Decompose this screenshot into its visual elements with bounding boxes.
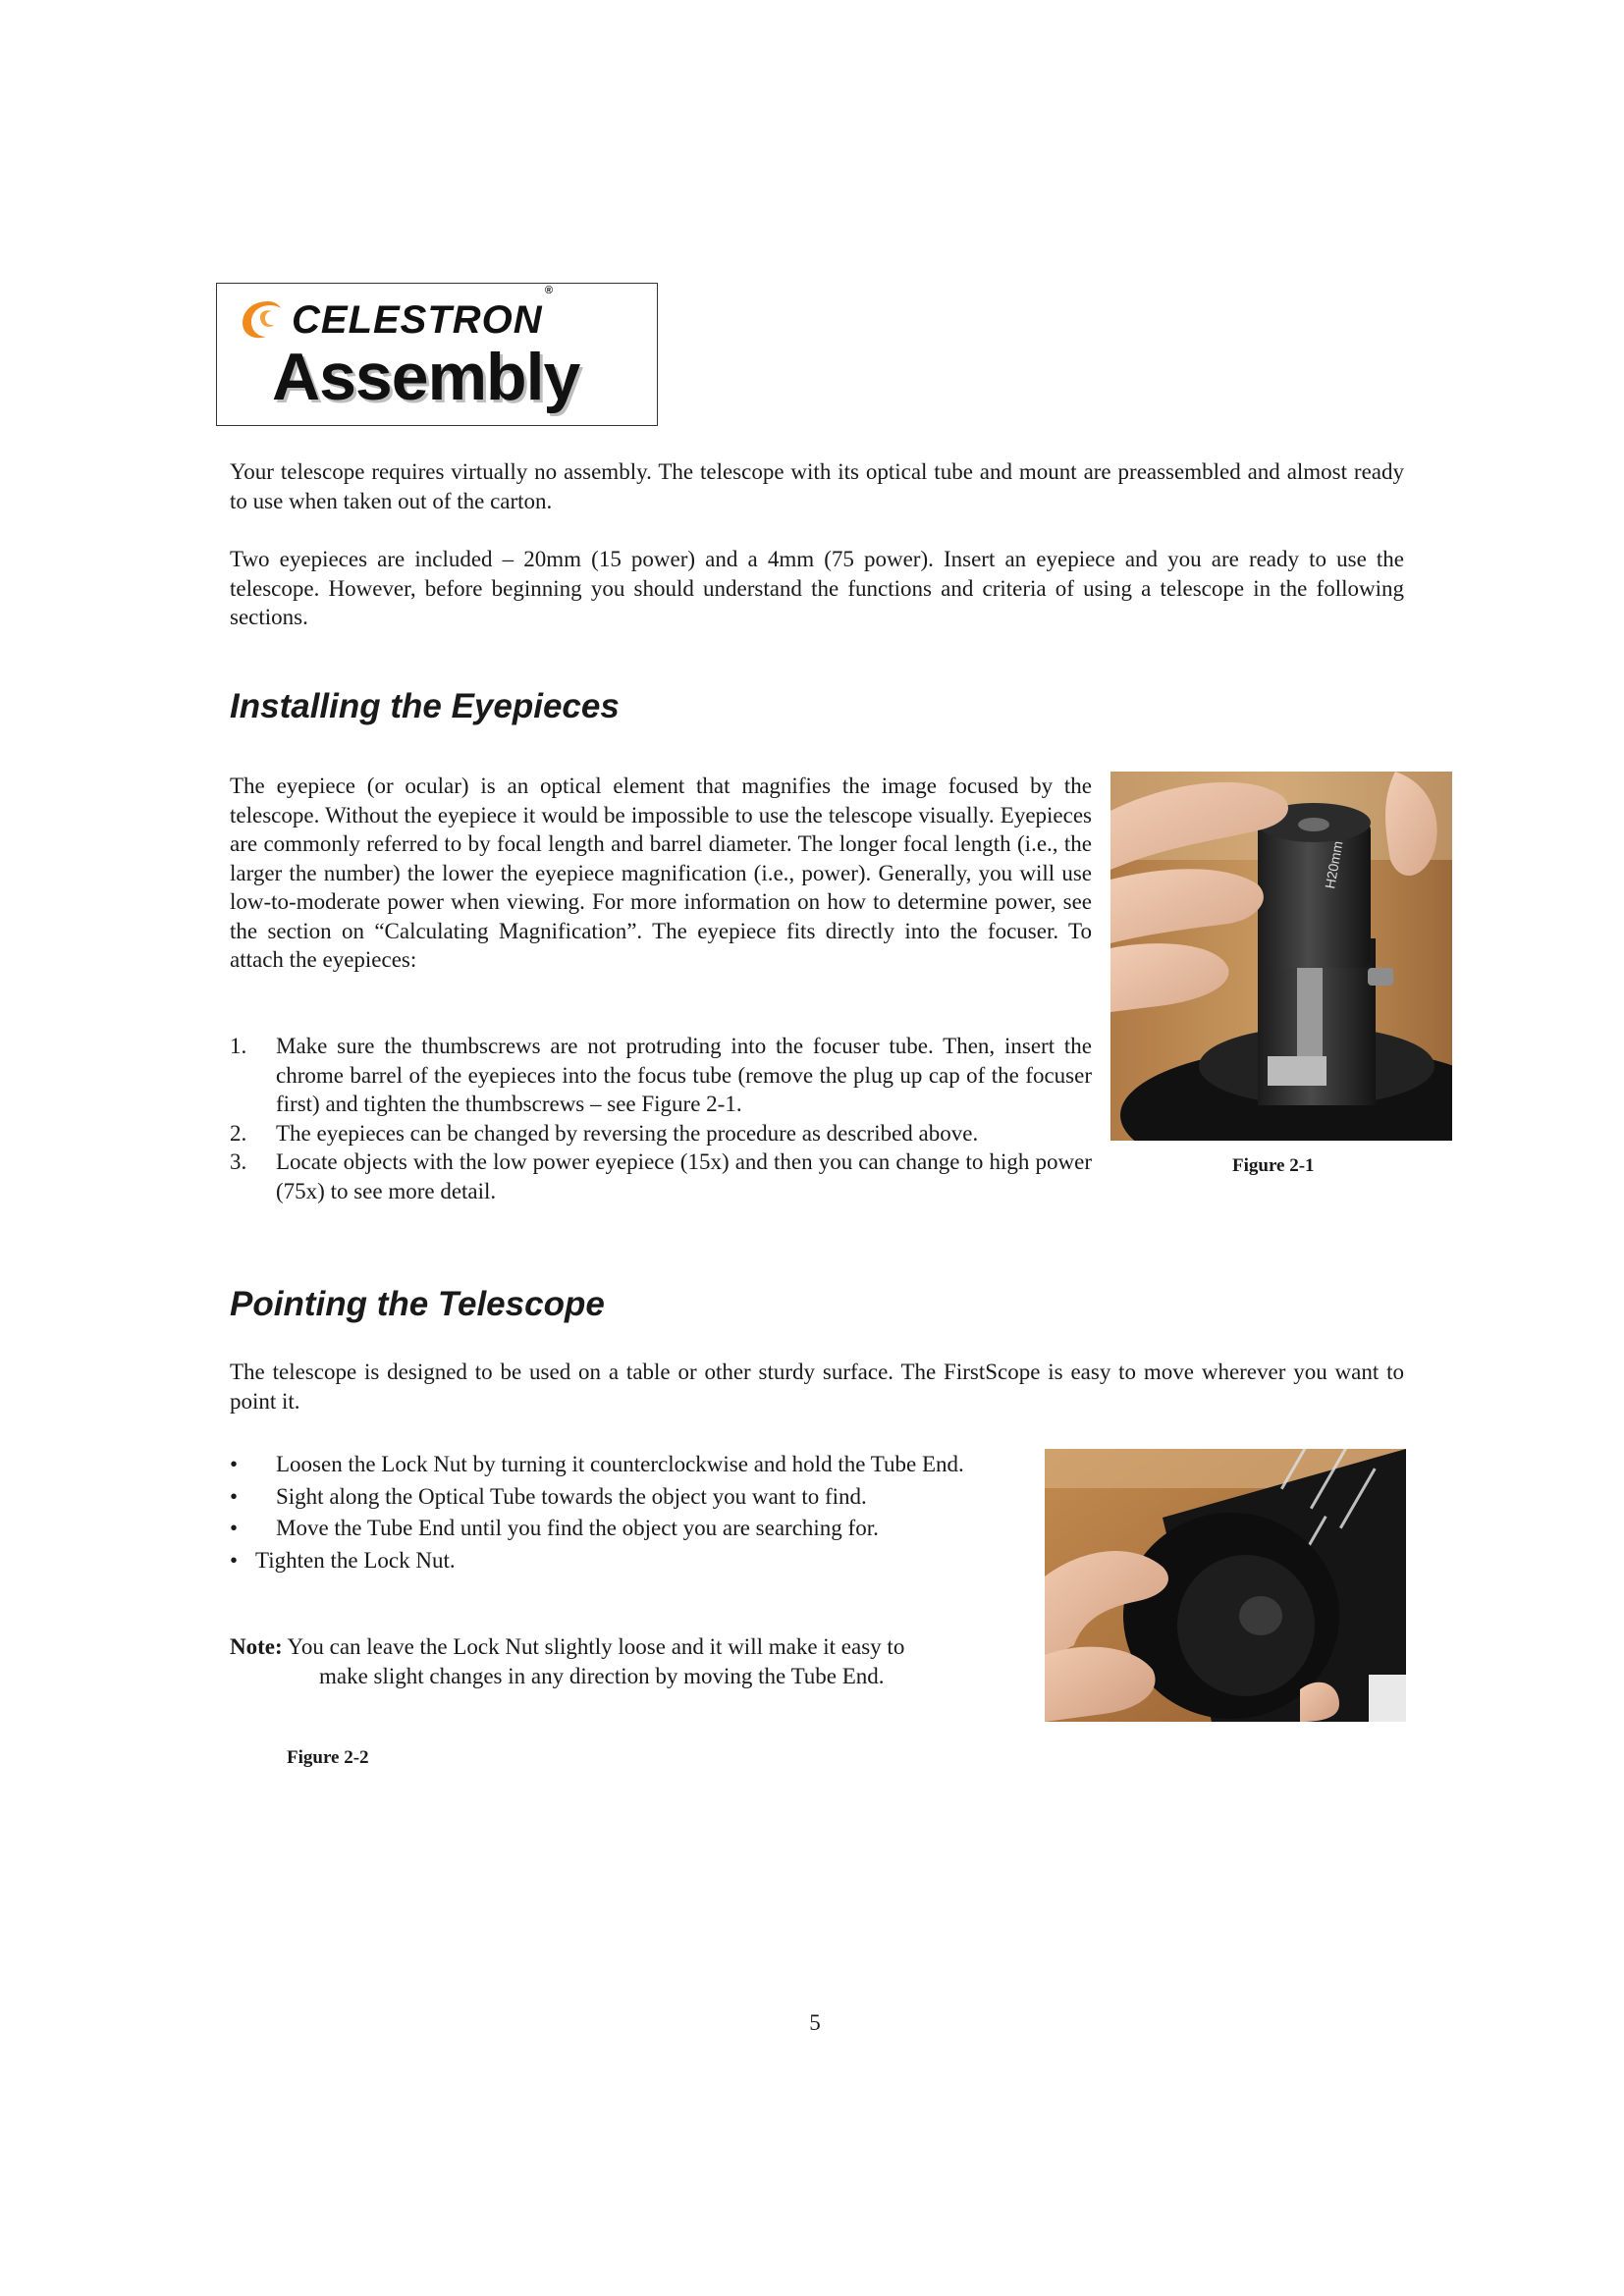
figure-2-2-photo xyxy=(1045,1449,1406,1722)
figure-2-2-caption: Figure 2-2 xyxy=(287,1747,369,1768)
heading-pointing-telescope: Pointing the Telescope xyxy=(230,1285,605,1323)
note-block xyxy=(230,1632,1035,1691)
figure-2-1-caption: Figure 2-1 xyxy=(1232,1155,1315,1176)
celestron-logo-box xyxy=(216,283,658,426)
bullet-item: • Tighten the Lock Nut. xyxy=(230,1547,456,1573)
eyepiece-insertion-illustration xyxy=(1110,772,1452,1141)
figure-2-1-photo xyxy=(1110,772,1452,1141)
note-line-1: You can leave the Lock Nut slightly loose and it will make it easy to xyxy=(287,1634,905,1659)
eyepieces-paragraph: The eyepiece (or ocular) is an optical element that magnifies the image focused by the telescope. Without the eyepiece it would be impossible to use the telescope visually. Eyepieces are commonly referred to by focal length and barrel diameter. The longer focal length (i.e., the larger the number) the lower the eyepiece magnification (i.e., power). Generally, you will use low-to-moderate power when viewing. For more information on how to determine power, see the section on “Calculating Magnification”. The eyepiece fits directly into the focuser. To attach the eyepieces: xyxy=(230,774,1092,972)
note-line-2: make slight changes in any direction by moving the Tube End. xyxy=(319,1664,885,1688)
heading-installing-eyepieces: Installing the Eyepieces xyxy=(230,687,620,725)
note-label: Note: xyxy=(230,1634,283,1659)
bullet-item: • Loosen the Lock Nut by turning it counterclockwise and hold the Tube End. xyxy=(230,1452,964,1476)
intro-paragraph-1: Your telescope requires virtually no assembly. The telescope with its optical tube and mount are preassembled and almost ready to use when taken out of the carton. xyxy=(230,459,1404,513)
eyepiece-steps-list xyxy=(230,1032,1092,1205)
pointing-bullet-list xyxy=(230,1450,1023,1575)
bullet-item: • Sight along the Optical Tube towards the object you want to find. xyxy=(230,1483,867,1509)
brand-row xyxy=(239,284,554,345)
step-item: 2. The eyepieces can be changed by reversing the procedure as described above. xyxy=(230,1120,979,1146)
step-item: 1. Make sure the thumbscrews are not protruding into the focuser tube. Then, insert the chrome barrel of the eyepieces into the focus tube (remove the plug up cap of the focuser first) and tighten the thumbscrews – see Figure 2-1. xyxy=(230,1034,1092,1116)
page-number: 5 xyxy=(809,2010,821,2035)
brand-name: CELESTRON® xyxy=(292,284,554,342)
bullet-item: • Move the Tube End until you find the object you are searching for. xyxy=(230,1516,879,1540)
celestron-swirl-icon xyxy=(239,297,286,343)
tube-end-illustration xyxy=(1045,1449,1406,1722)
step-item: 3. Locate objects with the low power eyepiece (15x) and then you can change to high power (75x) to see more detail. xyxy=(230,1149,1092,1203)
pointing-paragraph: The telescope is designed to be used on a table or other sturdy surface. The FirstScope is easy to move wherever you want to point it. xyxy=(230,1360,1404,1414)
eyepiece-label: H20mm xyxy=(1322,839,1346,890)
section-title: Assembly xyxy=(272,340,580,414)
intro-paragraph-2: Two eyepieces are included – 20mm (15 power) and a 4mm (75 power). Insert an eyepiece and you are ready to use the telescope. However, before beginning you should understand the functions and criteria of using a telescope in the following sections. xyxy=(230,547,1404,629)
